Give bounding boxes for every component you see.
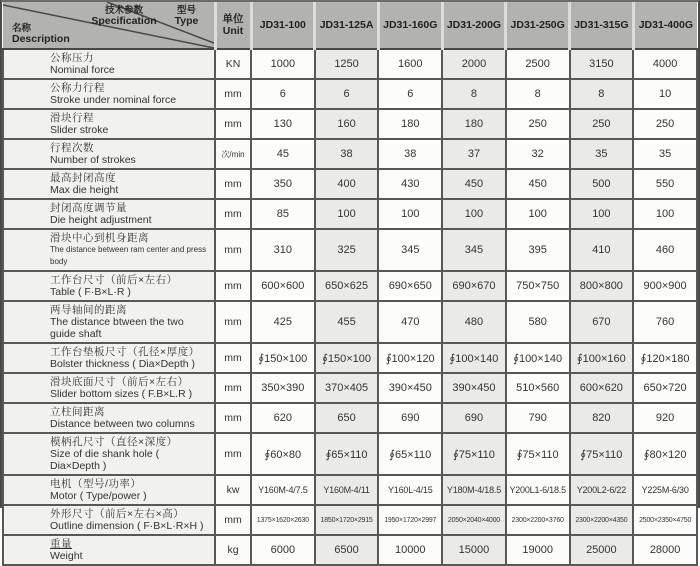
header-row: [3, 2, 697, 49]
value-cell: 6: [315, 79, 379, 109]
table-row: [3, 271, 697, 301]
row-label-en: Distance between two columns: [50, 418, 195, 430]
value-cell: 180: [378, 109, 442, 139]
value-cell: 470: [378, 301, 442, 343]
value-cell: 28000: [633, 535, 697, 565]
value-cell: Y225M-6/30: [633, 475, 697, 505]
table-row: [3, 535, 697, 565]
value-cell: ∮65×110: [315, 433, 379, 475]
value-cell: 410: [570, 229, 634, 271]
table-row: [3, 433, 697, 475]
row-label-zh: 重量: [50, 538, 72, 550]
unit-cell: mm: [215, 199, 251, 229]
model-column-header: JD31-200G: [442, 2, 506, 49]
value-cell: 180: [442, 109, 506, 139]
value-cell: ∮100×160: [570, 343, 634, 373]
value-cell: 400: [315, 169, 379, 199]
row-label-zh: 两导轴间的距离: [50, 304, 127, 316]
model-column-header: JD31-100: [251, 2, 315, 49]
row-label-en: Table ( F·B×L·R ): [50, 286, 131, 298]
value-cell: 350×390: [251, 373, 315, 403]
row-label-zh: 滑块中心到机身距离: [50, 232, 149, 244]
value-cell: 690: [442, 403, 506, 433]
value-cell: 130: [251, 109, 315, 139]
value-cell: 650×720: [633, 373, 697, 403]
description-label-zh: 名称: [12, 23, 32, 34]
value-cell: 510×560: [506, 373, 570, 403]
row-label: [3, 433, 215, 475]
value-cell: 670: [570, 301, 634, 343]
value-cell: 3150: [570, 49, 634, 79]
unit-cell: mm: [215, 343, 251, 373]
row-label: [3, 49, 215, 79]
corner-header: [3, 2, 215, 49]
value-cell: 100: [506, 199, 570, 229]
row-label: [3, 169, 215, 199]
value-cell: 395: [506, 229, 570, 271]
value-cell: 35: [633, 139, 697, 169]
value-cell: 100: [315, 199, 379, 229]
row-label: [3, 475, 215, 505]
unit-cell: mm: [215, 109, 251, 139]
value-cell: ∮150×100: [251, 343, 315, 373]
spec-label-en: Specification: [91, 15, 157, 27]
value-cell: ∮150×100: [315, 343, 379, 373]
value-cell: 37: [442, 139, 506, 169]
value-cell: 100: [633, 199, 697, 229]
value-cell: 6000: [251, 535, 315, 565]
value-cell: 390×450: [442, 373, 506, 403]
value-cell: 1850×1720×2915: [315, 505, 379, 535]
value-cell: 8: [570, 79, 634, 109]
value-cell: 480: [442, 301, 506, 343]
model-column-header: JD31-125A: [315, 2, 379, 49]
row-label-en: Slider stroke: [50, 124, 109, 136]
unit-cell: mm: [215, 433, 251, 475]
corner-description-label: [12, 23, 70, 45]
row-label-en: Motor ( Type/power ): [50, 490, 147, 502]
value-cell: 25000: [570, 535, 634, 565]
value-cell: 6500: [315, 535, 379, 565]
row-label: [3, 373, 215, 403]
corner-spec-label: [69, 5, 179, 27]
value-cell: 8: [506, 79, 570, 109]
value-cell: ∮100×120: [378, 343, 442, 373]
value-cell: 620: [251, 403, 315, 433]
value-cell: 900×900: [633, 271, 697, 301]
value-cell: 760: [633, 301, 697, 343]
value-cell: 690×650: [378, 271, 442, 301]
row-label-zh: 电机（型号/功率）: [50, 478, 142, 490]
unit-cell: kw: [215, 475, 251, 505]
row-label-zh: 公称压力: [50, 52, 94, 64]
value-cell: 2300×2200×3760: [506, 505, 570, 535]
value-cell: 100: [442, 199, 506, 229]
row-label: [3, 229, 215, 271]
table-row: [3, 403, 697, 433]
row-label-en: Weight: [50, 550, 83, 562]
model-column-header: JD31-250G: [506, 2, 570, 49]
value-cell: 600×600: [251, 271, 315, 301]
value-cell: 1000: [251, 49, 315, 79]
value-cell: Y200L2-6/22: [570, 475, 634, 505]
unit-cell: mm: [215, 373, 251, 403]
unit-header-en: Unit: [222, 25, 244, 37]
value-cell: Y160M-4/7.5: [251, 475, 315, 505]
value-cell: 650: [315, 403, 379, 433]
unit-cell: mm: [215, 403, 251, 433]
value-cell: 2500: [506, 49, 570, 79]
value-cell: ∮80×120: [633, 433, 697, 475]
value-cell: ∮100×140: [506, 343, 570, 373]
row-label: [3, 139, 215, 169]
row-label-zh: 滑块行程: [50, 112, 94, 124]
value-cell: 390×450: [378, 373, 442, 403]
row-label-zh: 工作台尺寸（前后×左右）: [50, 274, 178, 286]
value-cell: 345: [442, 229, 506, 271]
value-cell: 450: [442, 169, 506, 199]
value-cell: 10: [633, 79, 697, 109]
value-cell: 19000: [506, 535, 570, 565]
unit-header-zh: 单位: [222, 13, 244, 25]
value-cell: 8: [442, 79, 506, 109]
value-cell: Y180M-4/18.5: [442, 475, 506, 505]
table-row: [3, 505, 697, 535]
value-cell: ∮75×110: [442, 433, 506, 475]
value-cell: 690×670: [442, 271, 506, 301]
value-cell: 2300×2200×4350: [570, 505, 634, 535]
value-cell: 32: [506, 139, 570, 169]
unit-cell: 次/min: [215, 139, 251, 169]
spec-label-zh: 技术参数: [104, 5, 143, 16]
unit-cell: mm: [215, 229, 251, 271]
row-label-en: Bolster thickness ( Dia×Depth ): [50, 358, 196, 370]
value-cell: 2000: [442, 49, 506, 79]
value-cell: 455: [315, 301, 379, 343]
row-label: [3, 403, 215, 433]
row-label-zh: 立柱间距离: [50, 406, 105, 418]
value-cell: 1250: [315, 49, 379, 79]
row-label-en: Stroke under nominal force: [50, 94, 177, 106]
value-cell: 500: [570, 169, 634, 199]
value-cell: ∮75×110: [570, 433, 634, 475]
row-label-zh: 模柄孔尺寸（直径×深度）: [50, 436, 178, 448]
unit-cell: mm: [215, 271, 251, 301]
type-label-zh: 型号: [176, 5, 196, 16]
unit-cell: kg: [215, 535, 251, 565]
corner-type-label: [165, 5, 209, 27]
row-label: [3, 109, 215, 139]
table-row: [3, 475, 697, 505]
unit-cell: KN: [215, 49, 251, 79]
value-cell: 38: [378, 139, 442, 169]
row-label: [3, 79, 215, 109]
value-cell: ∮60×80: [251, 433, 315, 475]
value-cell: 6: [378, 79, 442, 109]
value-cell: 425: [251, 301, 315, 343]
value-cell: 250: [506, 109, 570, 139]
table-row: [3, 229, 697, 271]
value-cell: 650×625: [315, 271, 379, 301]
value-cell: 310: [251, 229, 315, 271]
value-cell: 2050×2040×4000: [442, 505, 506, 535]
row-label-en: Die height adjustment: [50, 214, 152, 226]
value-cell: 45: [251, 139, 315, 169]
value-cell: ∮120×180: [633, 343, 697, 373]
row-label-en: Nominal force: [50, 64, 115, 76]
value-cell: 325: [315, 229, 379, 271]
value-cell: 350: [251, 169, 315, 199]
row-label-zh: 外形尺寸（前后×左右×高）: [50, 508, 185, 520]
table-row: [3, 49, 697, 79]
row-label-en: Outline dimension ( F·B×L·R×H ): [50, 520, 204, 532]
value-cell: 600×620: [570, 373, 634, 403]
value-cell: ∮75×110: [506, 433, 570, 475]
value-cell: 550: [633, 169, 697, 199]
value-cell: Y200L1-6/18.5: [506, 475, 570, 505]
value-cell: 15000: [442, 535, 506, 565]
unit-cell: mm: [215, 169, 251, 199]
unit-cell: mm: [215, 505, 251, 535]
unit-cell: mm: [215, 79, 251, 109]
row-label-zh: 最高封闭高度: [50, 172, 116, 184]
value-cell: 85: [251, 199, 315, 229]
row-label-en: The distance between ram center and press body: [50, 245, 207, 266]
table-row: [3, 343, 697, 373]
value-cell: ∮65×110: [378, 433, 442, 475]
value-cell: 580: [506, 301, 570, 343]
row-label: [3, 271, 215, 301]
row-label-en: The distance btween the two guide shaft: [50, 316, 184, 340]
table-row: [3, 301, 697, 343]
value-cell: 345: [378, 229, 442, 271]
value-cell: Y160M-4/11: [315, 475, 379, 505]
row-label-zh: 滑块底面尺寸（前后×左右）: [50, 376, 189, 388]
value-cell: 460: [633, 229, 697, 271]
value-cell: 10000: [378, 535, 442, 565]
row-label-zh: 行程次数: [50, 142, 94, 154]
value-cell: 370×405: [315, 373, 379, 403]
value-cell: 250: [633, 109, 697, 139]
table-row: [3, 109, 697, 139]
row-label: [3, 301, 215, 343]
value-cell: 250: [570, 109, 634, 139]
unit-column-header: [215, 2, 251, 49]
row-label-en: Max die height: [50, 184, 119, 196]
unit-cell: mm: [215, 301, 251, 343]
row-label: [3, 343, 215, 373]
type-label-en: Type: [174, 15, 199, 27]
value-cell: 1600: [378, 49, 442, 79]
model-column-header: JD31-315G: [570, 2, 634, 49]
value-cell: 100: [378, 199, 442, 229]
value-cell: 820: [570, 403, 634, 433]
description-label-en: Description: [12, 33, 70, 45]
table-row: [3, 169, 697, 199]
value-cell: 790: [506, 403, 570, 433]
spec-table-body: [3, 49, 697, 565]
row-label: [3, 535, 215, 565]
value-cell: 38: [315, 139, 379, 169]
model-column-header: JD31-160G: [378, 2, 442, 49]
value-cell: 690: [378, 403, 442, 433]
value-cell: 920: [633, 403, 697, 433]
value-cell: 430: [378, 169, 442, 199]
table-row: [3, 373, 697, 403]
row-label-zh: 封闭高度调节量: [50, 202, 127, 214]
row-label: [3, 199, 215, 229]
table-row: [3, 79, 697, 109]
row-label: [3, 505, 215, 535]
value-cell: 1950×1720×2997: [378, 505, 442, 535]
value-cell: 800×800: [570, 271, 634, 301]
row-label-en: Size of die shank hole ( Dia×Depth ): [50, 448, 160, 472]
table-row: [3, 139, 697, 169]
row-label-zh: 工作台垫板尺寸（孔径×厚度）: [50, 346, 200, 358]
model-column-header: JD31-400G: [633, 2, 697, 49]
row-label-en: Slider bottom sizes ( F.B×L.R ): [50, 388, 193, 400]
row-label-zh: 公称力行程: [50, 82, 105, 94]
value-cell: 6: [251, 79, 315, 109]
spec-table: [2, 2, 698, 566]
value-cell: 100: [570, 199, 634, 229]
value-cell: ∮100×140: [442, 343, 506, 373]
value-cell: 35: [570, 139, 634, 169]
value-cell: 2500×2350×4750: [633, 505, 697, 535]
value-cell: 4000: [633, 49, 697, 79]
table-row: [3, 199, 697, 229]
value-cell: 450: [506, 169, 570, 199]
value-cell: 1375×1620×2630: [251, 505, 315, 535]
row-label-en: Number of strokes: [50, 154, 136, 166]
value-cell: 750×750: [506, 271, 570, 301]
value-cell: 160: [315, 109, 379, 139]
value-cell: Y160L-4/15: [378, 475, 442, 505]
